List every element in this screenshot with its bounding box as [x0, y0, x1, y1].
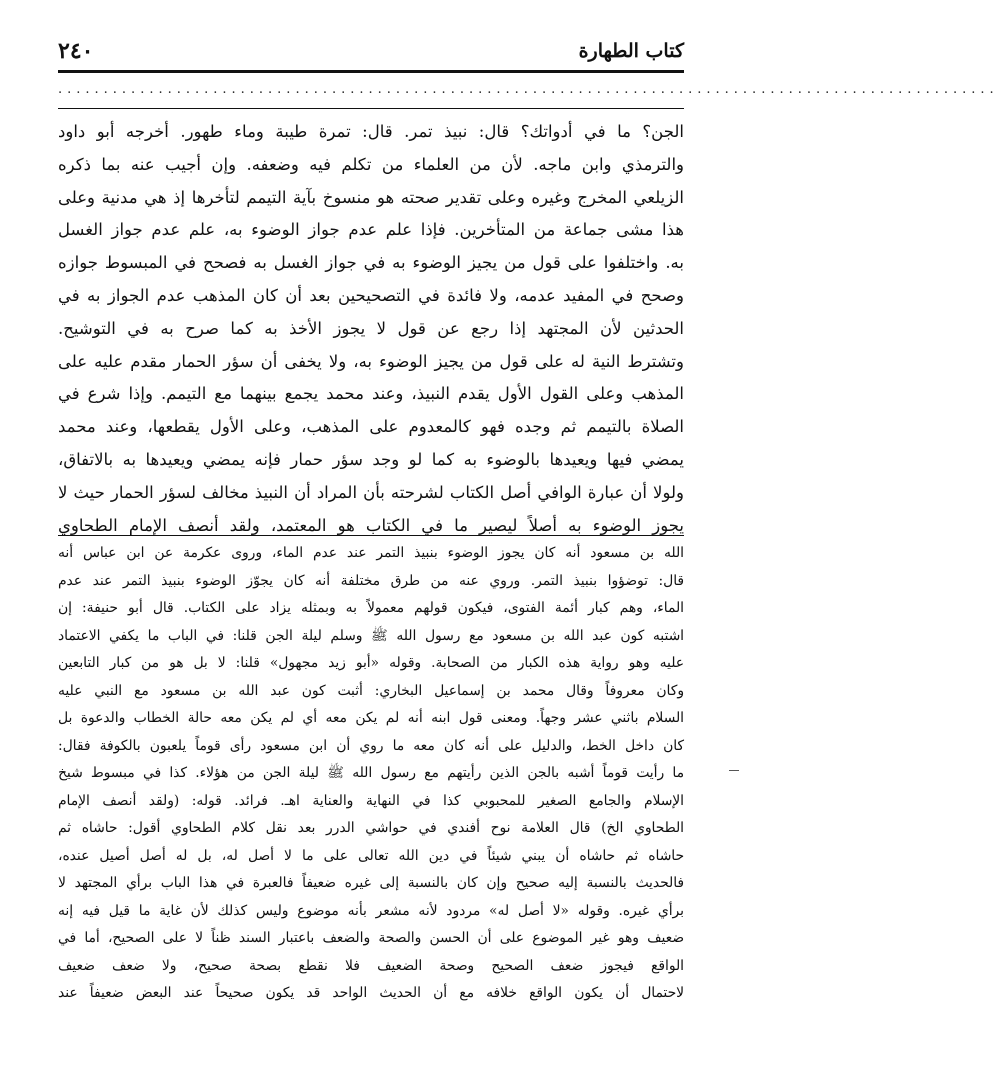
footnote-line: الإسلام والجامع الصغير للمحبوبي كذا في النهاية والعناية اهـ. فرائد. قوله: (ولقد أنصف الإمام — [58, 792, 684, 809]
main-text-line: يمضي فيها ويعيدها بالوضوء به كما لو وجد سؤر حمار فإنه يمضي ويعيدها به بالاتفاق، — [58, 449, 684, 469]
main-text-line: المذهب وعلى القول الأول يقدم النبيذ، وعند محمد يجمع بينهما مع التيمم. وإذا شرع في — [58, 384, 684, 404]
footnote-line: الماء، وهم كبار أئمة الفتوى، فيكون قولهم معمولاً به وبمثله يزاد على الكتاب. قال أبو حنيفة: إن — [58, 600, 684, 616]
page-header — [58, 38, 684, 68]
margin-mark — [729, 770, 739, 771]
main-text-line: الصلاة بالتيمم ثم وجده فهو كالمعدوم على المذهب، وعلى الأول يقطعها، وعند محمد — [58, 417, 684, 437]
footnote-line: وكان معروفاً وقال محمد بن إسماعيل البخاري: أثبت كون عبد الله بن مسعود مع النبي عليه — [58, 682, 684, 699]
footnote-line: ضعيف وهو غير الموضوع على أن الحسن والصحة والضعف باعتبار السند ظناً لا على الصحيح، أما في — [58, 930, 684, 946]
main-text-line: وصحح في المفيد عدمه، ولا فائدة في التصحيحين بعد أن كان المذهب عدم الجواز به في — [58, 285, 684, 305]
main-text-line: ولولا أن عبارة الوافي أصل الكتاب لشرحته بأن المراد أن النبيذ مخالف لسؤر الحمار حيث لا — [58, 482, 684, 502]
footnote-line: فالحديث بالنسبة إليه صحيح وإن كان بالنسبة إلى غيره ضعيفاً فالعبرة في هذا الباب برأي المجتهد لا — [58, 875, 684, 891]
chapter-title: كتاب الطهارة — [578, 40, 684, 62]
footnote-divider — [58, 535, 684, 536]
main-text-line: الحدثين لأن المجتهد إذا رجع عن قول لا يجوز الأخذ به كما صرح به في التوشيح. — [58, 318, 684, 338]
footnote-line: لاحتمال أن يكون الواقع خلافه مع أن الحديث الواحد قد يكون صحيحاً عند البعض ضعيفاً عند — [58, 985, 684, 1001]
footnote-line: الواقع فيجوز ضعف الصحيح وصحة الضعيف فلا نقطع بصحة صحيح، ولا ضعف ضعيف — [58, 957, 684, 974]
footnote-line: اشتبه كون عبد الله بن مسعود مع رسول الله ﷺ وسلم ليلة الجن قلنا: في الباب ما يكفي الاعتماد — [58, 627, 684, 644]
footnote-line: قال: توضؤوا بنبيذ التمر. وروي عنه من طرق مختلفة أنه كان يجوّز الوضوء بنبيذ التمر عند عدم — [58, 572, 684, 589]
page-number: ٢٤٠ — [58, 38, 94, 64]
dotted-separator: ....................................................................................................... — [58, 82, 999, 97]
main-text-line: الجن؟ ما في أدواتك؟ قال: نبيذ تمر. قال: تمرة طيبة وماء طهور. أخرجه أبو داود — [58, 122, 684, 141]
footnote-text — [58, 540, 684, 1008]
main-text — [58, 116, 684, 542]
footnote-line: حاشاه ثم حاشاه أن يبني شيئاً في دين الله تعالى على ما لا أصل له، بل له أصل أصيل عنده، — [58, 847, 684, 864]
main-text-line: وتشترط النية له على قول من يجيز الوضوء به، ولا يخفى أن سؤر الحمار مقدم عليه على — [58, 351, 684, 371]
footnote-line: ما رأيت قوماً أشبه بالجن الذين رأيتهم مع رسول الله ﷺ ليلة الجن من هؤلاء. كذا في مبسوط شيخ — [58, 765, 684, 781]
footnote-line: كان داخل الخط، والدليل على أنه كان معه ما روي أن ابن مسعود رأى قوماً يلعبون بالكوفة فقال: — [58, 737, 684, 754]
text-top-rule — [58, 108, 684, 109]
footnote-line: الطحاوي الخ) قال العلامة نوح أفندي في حواشي الدرر بعد نقل كلام الطحاوي أقول: حاشاه ثم — [58, 820, 684, 836]
main-text-line: يجوز الوضوء به أصلاً ليصير ما في الكتاب هو المعتمد، ولقد أنصف الإمام الطحاوي — [58, 515, 684, 535]
footnote-line: عليه وهو رواية هذه الكبار من الصحابة. وقوله «أبو زيد مجهول» قلنا: لا بل هو من كبار التابعين — [58, 655, 684, 671]
main-text-line: به. واختلفوا على قول من يجيز الوضوء به في جواز الغسل به فصحح في المبسوط جوازه — [58, 253, 684, 273]
main-text-line: الزيلعي المخرج وغيره وعلى تقدير صحته هو منسوخ بآية التيمم لتأخرها إذ هي مدنية وعلى — [58, 187, 684, 207]
main-text-line: والترمذي وابن ماجه. لأن من العلماء من تكلم فيه وضعفه. وإن أجيب عنه بما ذكره — [58, 154, 684, 174]
footnote-line: السلام باثني عشر وجهاً. ومعنى قول ابنه أنه لم يكن معه أي لم يكن معه حالة الخطاب والدعوة بل — [58, 710, 684, 726]
footnote-line: برأي غيره. وقوله «لا أصل له» مردود لأنه مشعر بأنه موضوع وليس كذلك لأن غاية ما قيل فيه إنه — [58, 902, 684, 919]
header-rule — [58, 70, 684, 73]
main-text-line: هذا مشى جماعة من المتأخرين. فإذا علم عدم جواز الوضوء به، علم عدم جواز الغسل — [58, 220, 684, 240]
footnote-line: الله بن مسعود أنه كان يجوز الوضوء بنبيذ التمر عند عدم الماء، وروى عكرمة عن ابن عباس أنه — [58, 545, 684, 561]
